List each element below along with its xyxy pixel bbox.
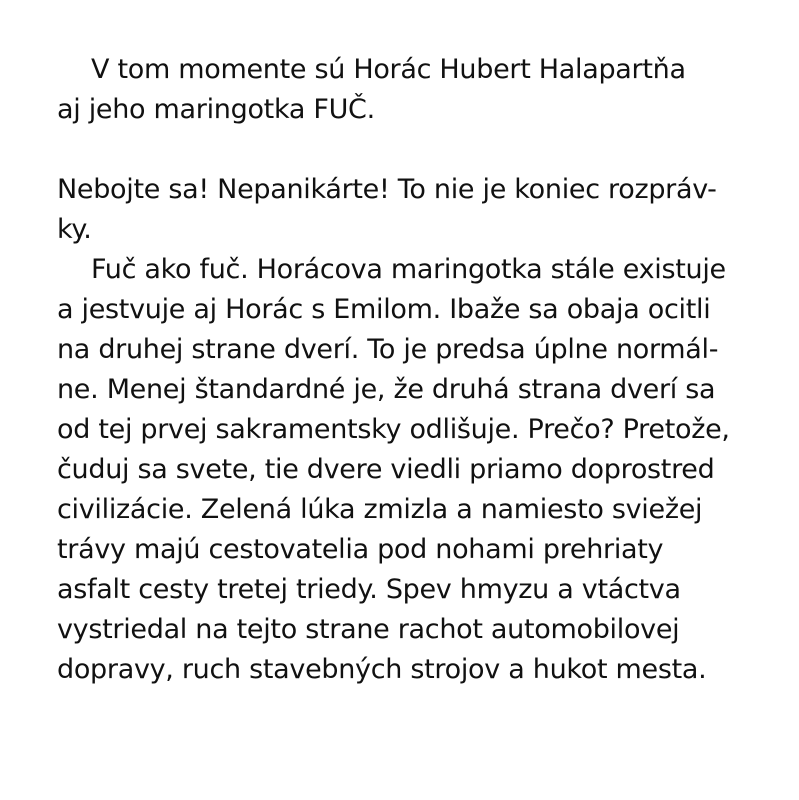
paragraph-spacer bbox=[57, 130, 747, 170]
text-line: ky. bbox=[57, 214, 92, 245]
paragraph-1 bbox=[57, 50, 747, 130]
text-line: trávy majú cestovatelia pod nohami prehriaty bbox=[57, 534, 664, 565]
text-line: Nebojte sa! Nepanikárte! To nie je koniec rozpráv- bbox=[57, 174, 717, 205]
text-line: V tom momente sú Horác Hubert Halapartňa bbox=[91, 54, 686, 85]
paragraph-2 bbox=[57, 170, 747, 250]
text-line: a jestvuje aj Horác s Emilom. Ibaže sa obaja ocitli bbox=[57, 294, 711, 325]
text-line: čuduj sa svete, tie dvere viedli priamo doprostred bbox=[57, 454, 715, 485]
paragraph-3 bbox=[57, 250, 747, 690]
text-line: civilizácie. Zelená lúka zmizla a namiesto sviežej bbox=[57, 494, 703, 525]
text-line: ne. Menej štandardné je, že druhá strana dverí sa bbox=[57, 374, 716, 405]
text-line: asfalt cesty tretej triedy. Spev hmyzu a vtáctva bbox=[57, 574, 681, 605]
text-line: na druhej strane dverí. To je predsa úplne normál- bbox=[57, 334, 719, 365]
text-line: od tej prvej sakramentsky odlišuje. Prečo? Pretože, bbox=[57, 414, 730, 445]
text-line: dopravy, ruch stavebných strojov a hukot mesta. bbox=[57, 654, 707, 685]
text-line: vystriedal na tejto strane rachot automobilovej bbox=[57, 614, 680, 645]
book-page bbox=[57, 50, 747, 690]
text-line: aj jeho maringotka FUČ. bbox=[57, 94, 375, 125]
text-line: Fuč ako fuč. Horácova maringotka stále existuje bbox=[91, 254, 726, 285]
